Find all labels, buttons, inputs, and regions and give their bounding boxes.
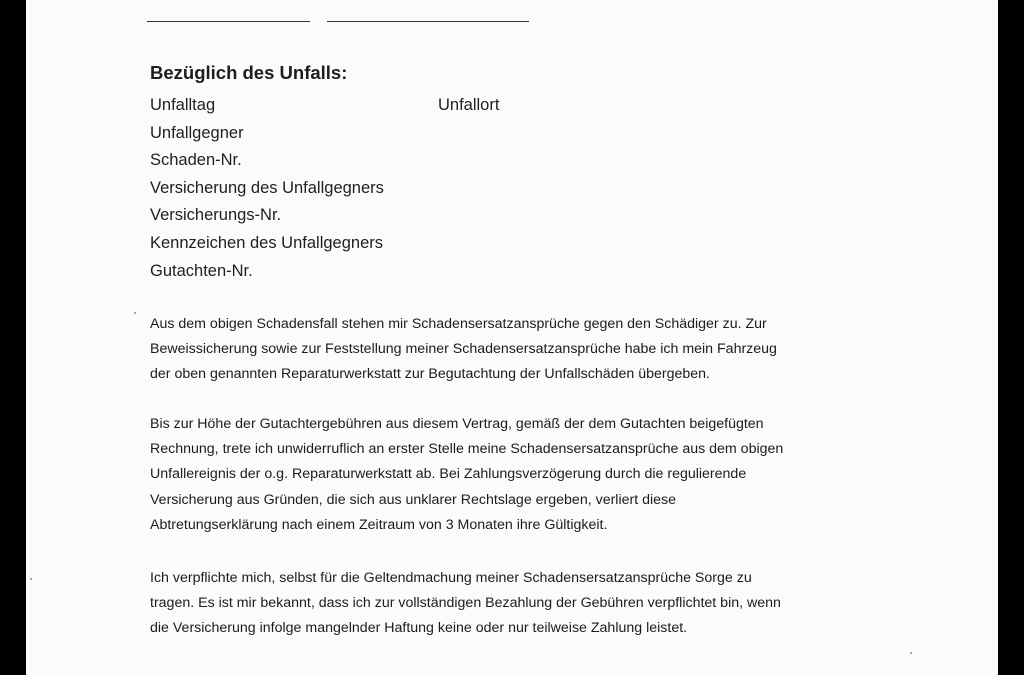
- signature-line: [147, 21, 310, 22]
- paragraph-line: Ich verpflichte mich, selbst für die Geltendmachung meiner Schadensersatzansprüche Sorge zu: [150, 570, 752, 586]
- paragraph-line: der oben genannten Reparaturwerkstatt zur Begutachtung der Unfallschäden übergeben.: [150, 366, 710, 383]
- paragraph-line: die Versicherung infolge mangelnder Haftung keine oder nur teilweise Zahlung leistet.: [150, 620, 688, 637]
- field-kennzeichen: Kennzeichen des Unfallgegners: [150, 234, 383, 252]
- paragraph-line: Aus dem obigen Schadensfall stehen mir Schadensersatzansprüche gegen den Schädiger zu. Zur: [150, 316, 767, 332]
- scan-speck: [30, 578, 32, 580]
- paragraph-line: tragen. Es ist mir bekannt, dass ich zur vollständigen Bezahlung der Gebühren verpflichtet bin, wenn: [150, 595, 781, 612]
- field-unfallgegner: Unfallgegner: [150, 124, 244, 142]
- paragraph-line: Abtretungserklärung nach einem Zeitraum von 3 Monaten ihre Gültigkeit.: [150, 516, 608, 533]
- field-unfalltag: Unfalltag: [150, 96, 216, 114]
- field-gutachten-nr: Gutachten-Nr.: [150, 262, 253, 280]
- scan-speck: [910, 652, 912, 654]
- paragraph-line: Bis zur Höhe der Gutachtergebühren aus diesem Vertrag, gemäß der dem Gutachten beigefügten: [150, 416, 764, 432]
- scan-speck: [134, 312, 136, 314]
- paragraph-claims: [150, 312, 930, 388]
- document-page: [26, 0, 998, 675]
- paragraph-line: Beweissicherung sowie zur Feststellung meiner Schadensersatzansprüche habe ich mein Fahrzeug: [150, 341, 777, 358]
- paragraph-line: Rechnung, trete ich unwiderruflich an erster Stelle meine Schadensersatzansprüche aus dem obigen: [150, 441, 784, 458]
- section-heading: Bezüglich des Unfalls:: [150, 62, 348, 83]
- signature-line: [327, 21, 529, 22]
- paragraph-obligation: [150, 566, 930, 642]
- field-schaden-nr: Schaden-Nr.: [150, 151, 242, 169]
- paragraph-line: Unfallereignis der o.g. Reparaturwerkstatt ab. Bei Zahlungsverzögerung durch die regulierende: [150, 466, 747, 483]
- field-versicherung-gegner: Versicherung des Unfallgegners: [150, 179, 384, 197]
- paragraph-line: Versicherung aus Gründen, die sich aus unklarer Rechtslage ergeben, verliert diese: [150, 491, 677, 508]
- field-unfallort: Unfallort: [438, 96, 500, 114]
- field-versicherungs-nr: Versicherungs-Nr.: [150, 206, 282, 224]
- paragraph-assignment: [150, 412, 930, 538]
